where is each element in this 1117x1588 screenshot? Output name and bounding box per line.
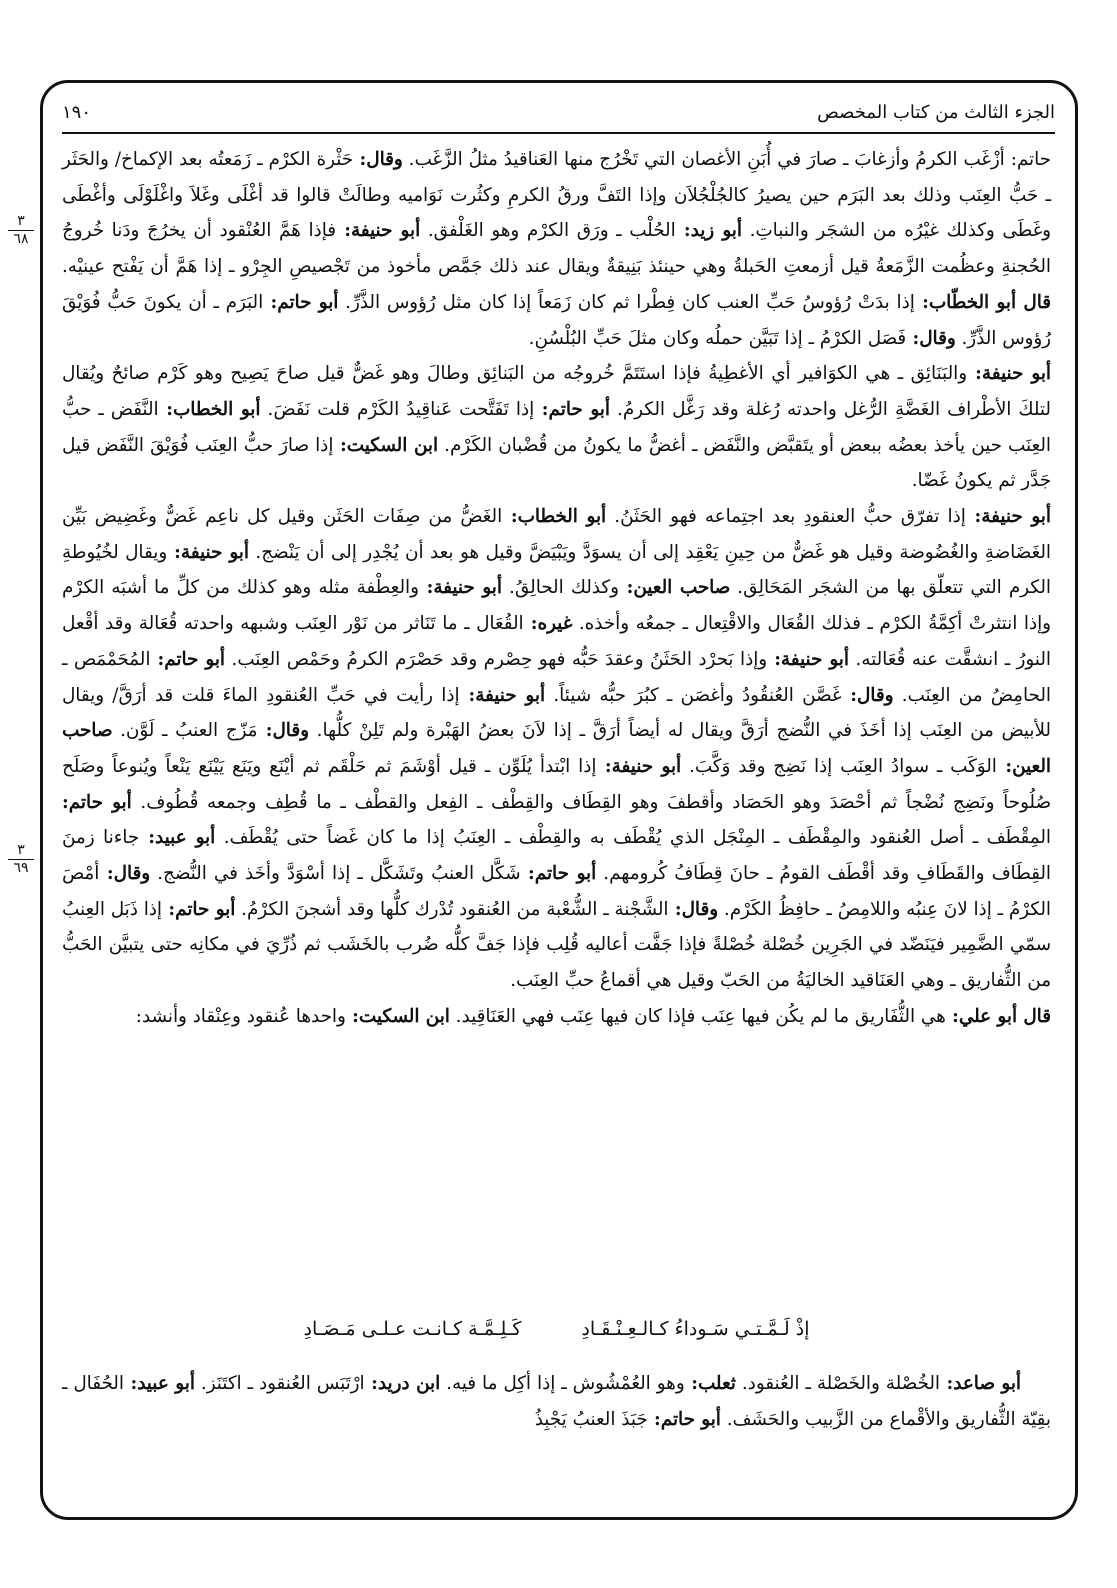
- paragraph: [62, 142, 1051, 356]
- text-run: والبَنَائِق ـ هي الكوَافير أي الأغطِيةُ فإذا استَتَمَّ خُروجُه من البَنائِق وطالَ وهو غَضٌّ قيل صاحَ يَصِيح وهو كَرْم صائحٌ ويُقال لتلكَ الأطْراف الغَضَّةِ الرُّغل واحدته رُغلة وقد رَغَّل الكرمُ.: [62, 363, 1051, 420]
- text-run: وكذلك الحالِقُ.: [501, 577, 619, 599]
- header-rule: [62, 132, 1055, 134]
- speaker-label: غيره:: [523, 613, 573, 635]
- text-run: جاءنا زمنَ القِطَاف والقَطَافِ وقد أقْطَف القومُ ـ حانَ قِطَافُ كُرومهم.: [62, 827, 1051, 885]
- text-run: الوَكَب ـ سوادُ العِنَب إذا نَضِج وقد وَكَّبَ.: [681, 755, 997, 777]
- paragraph: [62, 499, 1051, 999]
- speaker-label: أبو حنيفة:: [459, 684, 546, 706]
- final-paragraph: [62, 1366, 1051, 1437]
- margin-ref-2: [4, 843, 38, 876]
- text-run: إذا ذَبَل العِنبُ سمّي الضَّمِير فيَنَضّد في الجَرِين خُصْلة خُصْلةً فإذا جَفَّت أعاليه قُلِب فإذا جَفَّ كلُّه ضُرب بالخَشَب ثم ذُرِّيَ في مكانِه حتى يتبيَّن الحَبُّ من الثُّفاريق ـ وهي العَنَاقيد الخاليَةُ من الحَبّ وقيل هي أقماعُ حبِّ العِنَب.: [62, 898, 1051, 992]
- text-run: ويقال لخُيُوطةِ الكرم التي تتعلّق بها من الشجَر المَحَالِق.: [62, 541, 1052, 599]
- text-run: ارْتَبَس العُنقود ـ اكتَنَز.: [194, 1373, 365, 1394]
- speaker-label: وقال:: [257, 720, 309, 742]
- speaker-label: أبو صاعد:: [939, 1373, 1022, 1394]
- speaker-label: أبو حاتم:: [162, 898, 236, 920]
- speaker-label: ابن السكيت:: [333, 434, 439, 456]
- speaker-label: أبو زيد:: [675, 220, 742, 242]
- body-text: [62, 142, 1051, 1035]
- text-run: البَرَم ـ أن يكونَ حَبُّ فُوَيْقَ رُؤوس الذَّرِّ.: [62, 291, 1051, 349]
- text-run: والعِطْفة مثله وهو كذلك من كلِّ ما أشبَه الكرْم وإذا انتثرتْ أكِمَّةُ الكرْم ـ فذلك القُعَال والاقْتِعال ـ جمعُه وأخذه.: [62, 577, 1051, 635]
- text-run: جَبَذَ العنبُ يَجْبِذُ: [534, 1408, 648, 1430]
- text-run: النَّفَض ـ حبُّ العِنَب حين يأخذ بعضُه ببعض أو يتَقبَّض والنَّفَض ـ أغضُّ ما يكونُ من قُضْبان الكَرْم.: [62, 398, 1051, 456]
- text-run: أمْصَ الكرْمُ ـ إذا لانَ عِنبُه واللامِصُ ـ حافِظُ الكَرْم.: [62, 863, 1051, 920]
- speaker-label: أبو حاتم:: [534, 398, 610, 420]
- text-run: غَصَّن العُنقُودُ وأغصَن ـ كبُرَ حبُّه شيئاً.: [545, 684, 842, 706]
- text-run: أزْغَب الكرمُ وأزغابَ ـ صارَ في أُبَنِ الأغصان التي تَخْرُج منها العَناقيدُ مثلُ الزَّغَب.: [402, 149, 1005, 170]
- text-run: الغَضُّ من صِفَات الحَثَن وقيل كل ناعِم غَضٌّ وغَضِيض بَيِّن الغَضَاضةِ والغُضُوضة وقيل هو غَضٌّ من حِينِ يَعْقِد إلى أن يسوَدَّ ويَبْيَضَّ وقيل هو بعد أن يُجْدِر إلى أن يَنْضج.: [62, 506, 1051, 563]
- speaker-label: قال أبو الخطّاب:: [914, 291, 1052, 313]
- speaker-label: أبو حنيفة:: [965, 506, 1051, 528]
- margin-ref-1: [4, 214, 38, 247]
- page-header: [62, 92, 1055, 132]
- speaker-label: وقال:: [906, 327, 956, 349]
- text-run: المِقْطَف ـ أصل العُنقود والمِقْطَف ـ المِنْجَل الذي يُقْطَف به والقِطْف ـ العِنَبُ إذا ما كان غَضاً حتى يُقْطَف.: [215, 827, 1051, 849]
- text-run: هي الثُّفَاريق ما لم يكُن فيها عِنَب فإذا كان فيها عِنَب فهي العَنَاقِيد.: [449, 1005, 946, 1027]
- speaker-label: أبو عبيد:: [139, 827, 216, 849]
- text-run: إذا تفرّق حبُّ العنقودِ بعد اجتِماعه فهو الحَثَنُ.: [606, 506, 966, 528]
- speaker-label: ابن السكيت:: [345, 1005, 450, 1027]
- text-run: إذا صارَ حبُّ العِنَب فُوَيْقَ النَّفَض قيل جَدَّر ثم يكونُ غَضّا.: [62, 434, 1051, 492]
- text-run: إذا تَفَتَّحت عَناقِيدُ الكَرْم قلت نَفَضَ.: [260, 398, 535, 420]
- text-run: الحُفَال ـ بقِيّة الثُّفاريق والأقْماع من الزَّبيب والحَشَف.: [62, 1373, 1051, 1430]
- margin-ref-numerator: ٣: [17, 213, 25, 229]
- speaker-label: أبو حاتم:: [647, 1408, 721, 1430]
- text-run: إذا بدَتْ رُؤوسُ حَبِّ العنب كان فِطْرا ثم كان زَمَعاً إذا كان مثل رُؤوس الذَّرِّ.: [338, 291, 915, 313]
- speaker-label: صاحب العين:: [62, 720, 1051, 777]
- speaker-label: أبو حنيفة:: [167, 541, 249, 563]
- running-title: الجزء الثالث من كتاب المخصص: [817, 101, 1055, 123]
- page-number: ١٩٠: [62, 101, 92, 123]
- speaker-label: وقال:: [668, 898, 719, 920]
- speaker-label: أبو حنيفة:: [767, 648, 849, 670]
- speaker-label: صاحب العين:: [618, 577, 731, 599]
- speaker-label: أبو حاتم:: [520, 863, 597, 885]
- text-run: وإذا بَحرْد الحَثَنُ وعقدَ حَبُّه فهو حِصْرم وقد حَصْرَم الكرمُ وحَمْص العِنَب.: [225, 648, 768, 670]
- text-run: إذا رأيت في حَبِّ العُنقودِ الماءَ قلت قد أرَقَّ/ ويقال للأبيض من العِنَب إذا أخَذَ في النُّضج أرَقَّ ويقال له أيضاً أرَقَّ ـ إذا لاَنَ بعضُ الهَبْرة ولم تَلِنْ كلُّها.: [62, 684, 1051, 742]
- verse-hemistich-right: إذْ لَـمَّـتـي سَـوداءُ كـالـعِـنْـقَـادِ: [581, 1318, 810, 1340]
- text-run: المُحَمْمَص ـ الحامِضُ من العِنَب.: [62, 648, 1051, 706]
- final-paragraph-block: [62, 1366, 1051, 1437]
- text-run: الحُلْب ـ ورَق الكرْم وهو الغَلْفق.: [420, 220, 676, 242]
- text-run: واحدها عُنقود وعِنْقاد وأنشد:: [135, 1005, 346, 1027]
- text-run: مَزّج العنبُ ـ لَوَّن.: [112, 720, 258, 742]
- paragraph: [62, 999, 1051, 1035]
- speaker-label: أبو حنيفة:: [967, 363, 1051, 385]
- verse: [62, 1318, 1051, 1340]
- speaker-label: وقال:: [99, 863, 151, 885]
- margin-ref-numerator: ٣: [17, 842, 25, 858]
- speaker-label: أبو حنيفة:: [418, 577, 502, 599]
- speaker-label: أبو حنيفة:: [336, 220, 421, 242]
- text-run: فإذا هَمَّ العُنْقود أن يخرُجَ ودَنا خُروجُ الحُجنةِ وعظُمت الزَّمَعةُ قيل أزمعتِ الحَبلةُ وهي حينئذ بَنِيقةٌ ويقال عند ذلك جَمَّص مأخوذ من تَجْصيصِ الجِرْو ـ إذا هَمَّ أن يَفْتح عينيْه.: [62, 220, 1051, 278]
- text-run: القُعَال ـ ما تَنَاثر من نَوْر العِنَب وشبهه واحدته قُعَالة وقد أقْعل النورُ ـ انشقَّت عنه قُعَالته.: [62, 613, 1051, 670]
- speaker-label: قال أبو علي:: [945, 1005, 1051, 1027]
- text-run: فَصَل الكرْمُ ـ إذا تَبَيَّن حملُه وكان مثلَ حَبِّ البُلْسُنِ.: [528, 327, 907, 349]
- paragraph: [62, 356, 1051, 499]
- speaker-label: أبو الخطاب:: [158, 398, 261, 420]
- speaker-label: أبو الخطاب:: [502, 506, 607, 528]
- speaker-label: وقال:: [841, 684, 894, 706]
- verse-hemistich-left: كَـلِـمَّـة كـانـت عـلـى مَـصَـادِ: [303, 1318, 522, 1340]
- speaker-label: وقال:: [353, 149, 403, 170]
- text-run: الخُصْلة والخَصْلة ـ العُنقود.: [735, 1373, 940, 1394]
- margin-ref-denominator: ٦٩: [13, 860, 29, 876]
- text-run: إذا ابْتدأ يُلَوِّن ـ قيل أوْشَمَ ثم حَلْقَم ثم أيْنَع ويَنَع يَيْنَع يَنْعاً ويُنوعاً وصَلَح صُلُوحاً ونَضِج نُضْجاً ثم أحْصَدَ وهو الحَصَاد وأقطفَ وهو القِطَاف والقِطْف ـ الفِعل والقطْف ـ ما قُطِف وجمعه قُطُوف.: [62, 755, 1051, 813]
- speaker-label: أبو عبيد:: [123, 1373, 195, 1394]
- text-run: حاتم:: [1004, 149, 1051, 170]
- speaker-label: أبو حاتم:: [150, 648, 225, 670]
- speaker-label: ثعلب:: [684, 1373, 736, 1394]
- speaker-label: أبو حنيفة:: [596, 755, 682, 777]
- text-run: شَكَّل العنبُ وتَشَكَّل ـ إذا أسْوَدَّ وأخَذ في النُّضج.: [150, 863, 521, 885]
- margin-ref-denominator: ٦٨: [13, 231, 29, 247]
- text-run: الشَّجْنة ـ الشُّعْبة من العُنقود تُدْرك كلُّها وقد أشجنَ الكرْمُ.: [235, 898, 669, 920]
- text-run: وهو العُمْشُوش ـ إذا أكِل ما فيه.: [440, 1373, 685, 1394]
- speaker-label: أبو حاتم:: [263, 291, 339, 313]
- speaker-label: أبو حاتم:: [62, 791, 132, 813]
- speaker-label: ابن دريد:: [364, 1373, 441, 1394]
- text-run: حَثْرة الكرْم ـ زَمَعتُه بعد الإكماخ/ والحَثَر ـ حَبُّ العِنَب وذلك بعد البَرَم حين يصيرُ كالجُلْجُلاَن وإذا التَفَّ ورقُ الكرمِ وكثُرت نَوَاميه وطالَتْ قالوا قد أغْلَى وغَلاَ واغْلَوْلَى وأغْطَى وغَطَى وكذلك غيْرُه من الشجَر والنباتِ.: [62, 149, 1052, 242]
